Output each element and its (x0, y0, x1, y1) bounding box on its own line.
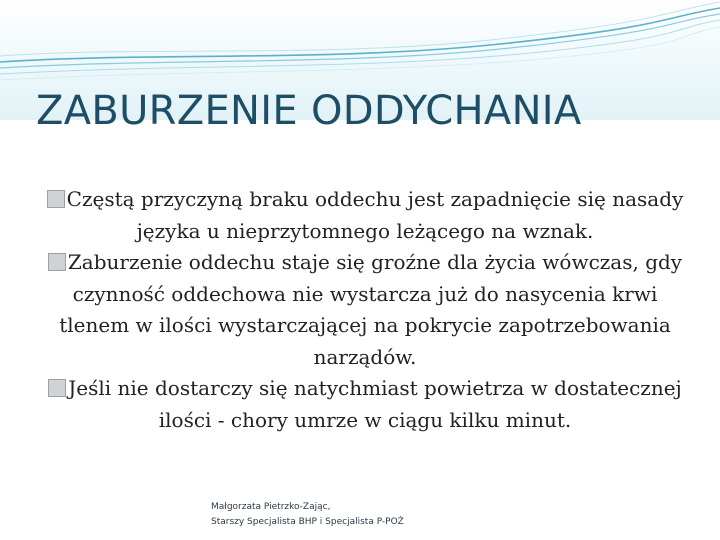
paragraph-2 (40, 247, 690, 373)
footer-author: Małgorzata Pietrzko-Zając, (211, 502, 331, 512)
slide-body (40, 184, 690, 436)
slide-title: ZABURZENIE ODDYCHANIA (36, 88, 582, 134)
missing-glyph-box-icon (48, 253, 66, 271)
paragraph-1-text: Częstą przyczyną braku oddechu jest zapadnięcie się nasady języka u nieprzytomnego leżącego na wznak. (66, 187, 684, 243)
paragraph-1 (40, 184, 690, 247)
missing-glyph-box-icon (47, 190, 65, 208)
decorative-waves (0, 0, 720, 90)
footer-role: Starszy Specjalista BHP i Specjalista P-POŻ (211, 517, 404, 527)
missing-glyph-box-icon (48, 379, 66, 397)
paragraph-3-text: Jeśli nie dostarczy się natychmiast powietrza w dostatecznej ilości - chory umrze w ciągu kilku minut. (68, 376, 682, 432)
slide-footer (211, 500, 404, 530)
paragraph-3 (40, 373, 690, 436)
paragraph-2-text: Zaburzenie oddechu staje się groźne dla życia wówczas, gdy czynność oddechowa nie wystarcza już do nasycenia krwi tlenem w ilości wystarczającej na pokrycie zapotrzebowania narządów. (59, 250, 683, 369)
